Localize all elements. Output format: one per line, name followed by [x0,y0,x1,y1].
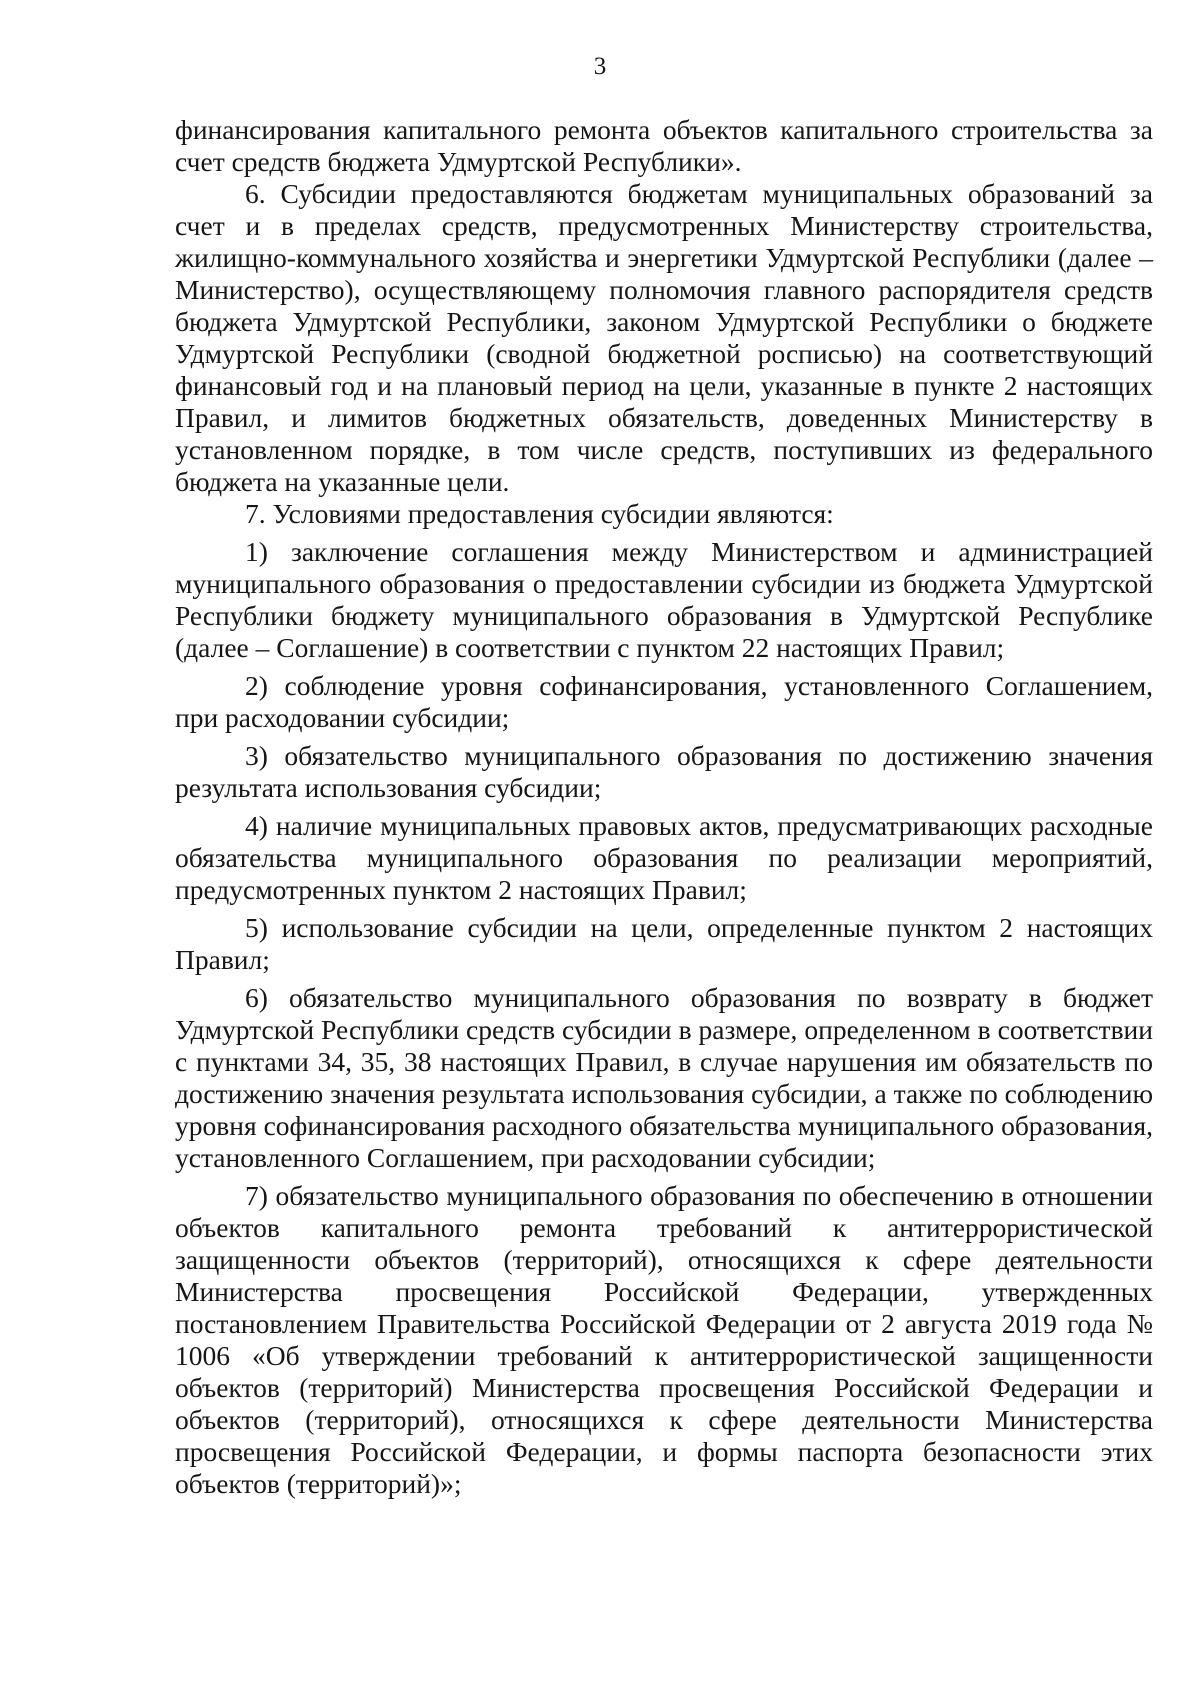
page-number: 3 [593,53,607,80]
list-item-7: 7) обязательство муниципального образования по обеспечению в отношении объектов капитального ремонта требований к антитеррористической защищенности объектов (территорий), относящихся к сфере деятельности Министерства просвещения Российской Федерации, утвержденных постановлением Правительства Российской Федерации от 2 августа 2019 года № 1006 «Об утверждении требований к антитеррористической защищенности объектов (территорий) Министерства просвещения Российской Федерации и объектов (территорий), относящихся к сфере деятельности Министерства просвещения Российской Федерации, и формы паспорта безопасности этих объектов (территорий)»; [175,1180,1153,1499]
list-item-2: 2) соблюдение уровня софинансирования, установленного Соглашением, при расходовании субсидии; [175,670,1153,733]
list-item-6: 6) обязательство муниципального образования по возврату в бюджет Удмуртской Республики средств субсидии в размере, определенном в соответствии с пунктами 34, 35, 38 настоящих Правил, в случае нарушения им обязательств по достижению значения результата использования субсидии, а также по соблюдению уровня софинансирования расходного обязательства муниципального образования, установленного Соглашением, при расходовании субсидии; [175,982,1153,1173]
list-item-3: 3) обязательство муниципального образования по достижению значения результата использования субсидии; [175,740,1153,803]
paragraph-clause-6: 6. Субсидии предоставляются бюджетам муниципальных образований за счет и в пределах средств, предусмотренных Министерству строительства, жилищно-коммунального хозяйства и энергетики Удмуртской Республики (далее – Министерство), осуществляющему полномочия главного распорядителя средств бюджета Удмуртской Республики, законом Удмуртской Республики о бюджете Удмуртской Республики (сводной бюджетной росписью) на соответствующий финансовый год и на плановый период на цели, указанные в пункте 2 настоящих Правил, и лимитов бюджетных обязательств, доведенных Министерству в установленном порядке, в том числе средств, поступивших из федерального бюджета на указанные цели. [175,178,1153,497]
list-item-1: 1) заключение соглашения между Министерством и администрацией муниципального образования о предоставлении субсидии из бюджета Удмуртской Республики бюджету муниципального образования в Удмуртской Республике (далее – Соглашение) в соответствии с пунктом 22 настоящих Правил; [175,536,1153,663]
document-body [175,114,1153,1500]
list-item-5: 5) использование субсидии на цели, определенные пунктом 2 настоящих Правил; [175,912,1153,975]
list-item-4: 4) наличие муниципальных правовых актов, предусматривающих расходные обязательства муниципального образования по реализации мероприятий, предусмотренных пунктом 2 настоящих Правил; [175,810,1153,905]
paragraph-clause-7: 7. Условиями предоставления субсидии являются: [245,498,834,529]
paragraph-continued: финансирования капитального ремонта объектов капитального строительства за счет средств бюджета Удмуртской Республики». [175,114,1153,177]
